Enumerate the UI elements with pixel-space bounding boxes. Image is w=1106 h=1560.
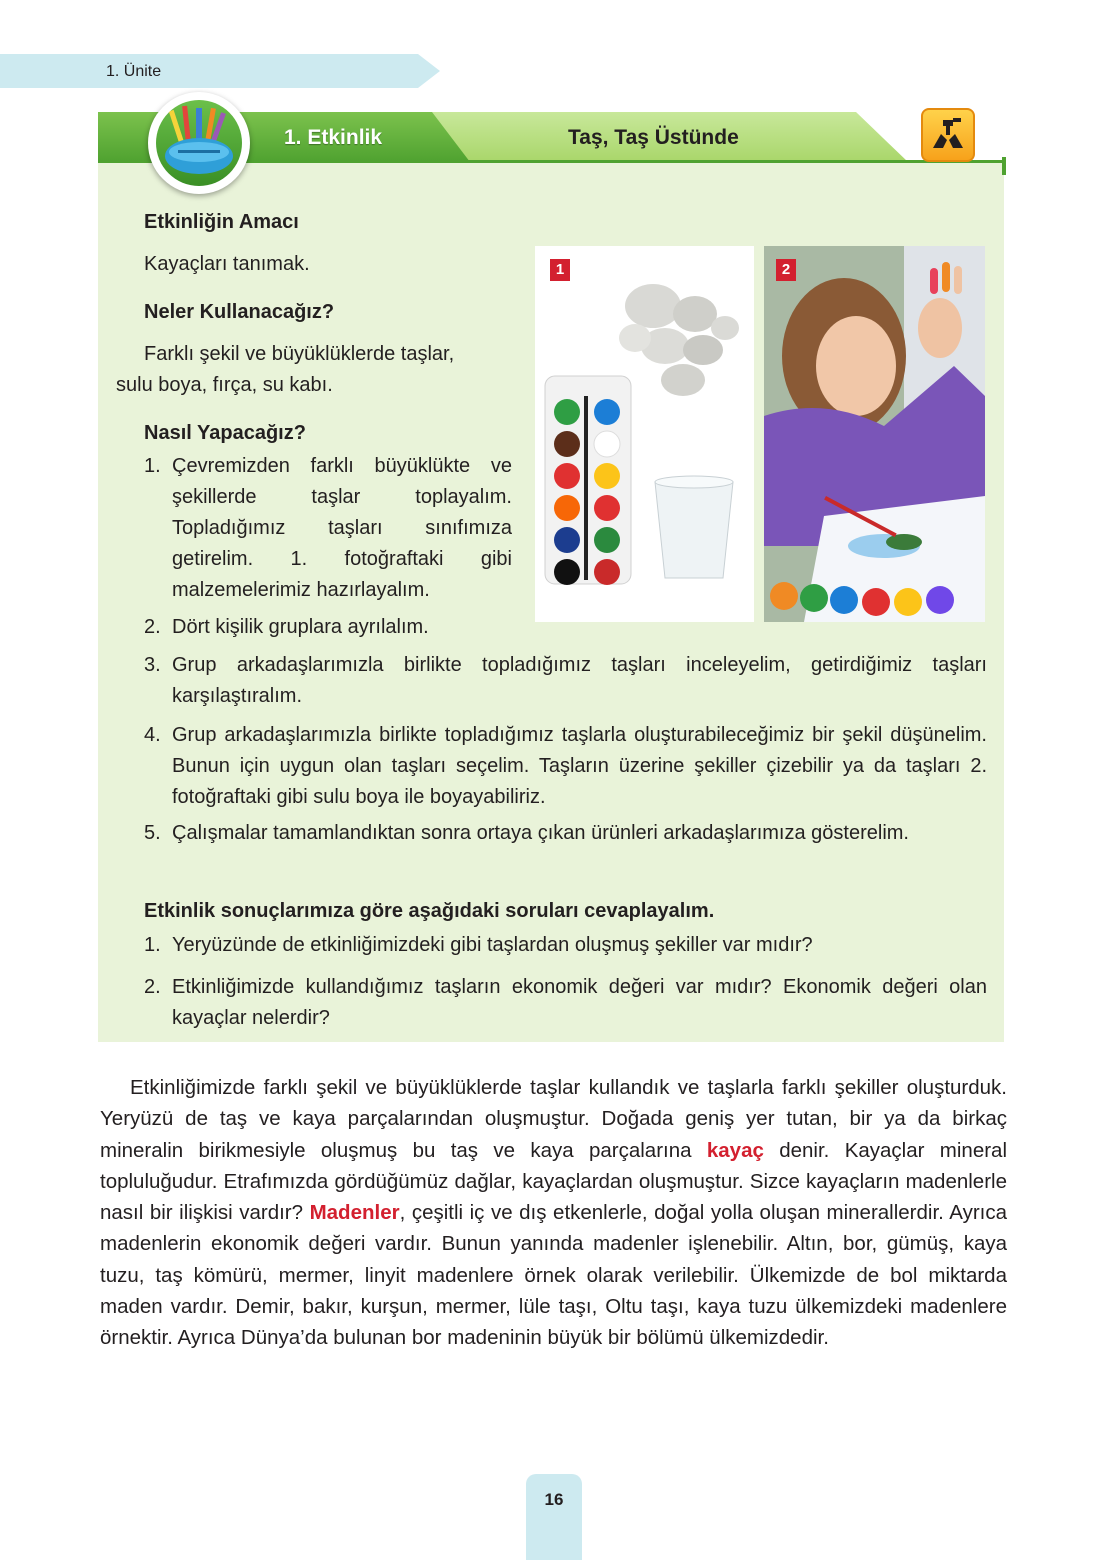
- page-number-tab: [526, 1474, 582, 1560]
- activity-label: 1. Etkinlik: [284, 126, 383, 149]
- photo-girl-painting: [764, 246, 985, 622]
- unit-label: 1. Ünite: [106, 63, 162, 80]
- step-number: 4.: [144, 724, 161, 746]
- body-text-part3: , çeşitli iç ve dış etkenlerle, doğal yolla oluşan minerallerdir. Ayrıca madenlerin ekonomik değeri vardır. Bunun yanında madenler işlenebilir. Altın, bor, gümüş, kaya tuzu, taş kömürü, mermer, linyit madenlere örnek olarak verilebilir. Ülkemizde de bol miktarda maden vardır. Demir, bakır, kurşun, mermer, lüle taşı, Oltu taşı, kaya tuzu ülkemizdeki madenlere örnektir. Ayrıca Dünya’da bulunan bor madeninin büyük bir bölümü ülkemizdedir.: [100, 1201, 1007, 1350]
- term-kayac: kayaç: [706, 1138, 764, 1162]
- purpose-text: Kayaçları tanımak.: [144, 253, 310, 275]
- list-item: [144, 930, 987, 961]
- step-text: Grup arkadaşlarımızla birlikte topladığımız taşları inceleyelim, getirdiğimiz taşları karşılaştıralım.: [172, 654, 987, 707]
- term-madenler: Madenler: [309, 1201, 400, 1225]
- step-number: 5.: [144, 822, 161, 844]
- step-number: 1.: [144, 455, 161, 477]
- photo-materials: [535, 246, 754, 622]
- photo-number-badge: 2: [776, 259, 796, 281]
- question-text: Etkinliğimizde kullandığımız taşların ekonomik değeri var mıdır? Ekonomik değeri olan kayaçlar nelerdir?: [172, 976, 987, 1029]
- list-item: [144, 612, 512, 643]
- list-item: [144, 650, 987, 712]
- activity-header-cap: [1002, 157, 1006, 175]
- list-item: [144, 972, 987, 1034]
- step-text: Çevremizden farklı büyüklükte ve şekillerde taşlar toplayalım. Topladığımız taşları sınıfımıza getirelim. 1. fotoğraftaki gibi malzemelerimiz hazırlayalım.: [172, 455, 512, 601]
- unit-ribbon: [0, 54, 440, 88]
- body-text-part2: denir. Kayaçlar mineral topluluğudur. Etrafımızda gördüğümüz dağlar, kayaçlardan oluşmuştur. Sizce kayaçların madenlerle nasıl bir ilişkisi vardır?: [100, 1138, 1007, 1225]
- step-text: Grup arkadaşlarımızla birlikte topladığımız taşlarla oluşturabileceğimiz bir şekil düşünelim. Bunun için uygun olan taşları seçelim. Taşların üzerine şekiller çizebilir ya da taşları 2. fotoğraftaki gibi sulu boya ile boyayabiliriz.: [172, 724, 987, 808]
- photo-number-badge: 1: [550, 259, 570, 281]
- materials-text-line2: sulu boya, fırça, su kabı.: [116, 374, 333, 396]
- list-item: [144, 818, 987, 849]
- purpose-heading: Etkinliğin Amacı: [144, 211, 299, 233]
- body-paragraph: [100, 1072, 1007, 1354]
- steps-heading: Nasıl Yapacağız?: [144, 422, 306, 444]
- step-number: 2.: [144, 616, 161, 638]
- body-text-part1: Etkinliğimizde farklı şekil ve büyüklüklerde taşlar kullandık ve taşlarla farklı şekiller oluşturduk. Yeryüzü de taş ve kaya parçalarından oluşmuştur. Doğada geniş yer tutan, bir ya da birkaç mineralin birikmesiyle oluşmuş bu taş ve kaya parçalarına: [100, 1076, 1007, 1162]
- hands-tools-icon: [921, 108, 975, 162]
- question-number: 1.: [144, 934, 161, 956]
- list-item: [144, 720, 987, 813]
- question-number: 2.: [144, 976, 161, 998]
- question-text: Yeryüzünde de etkinliğimizdeki gibi taşlardan oluşmuş şekiller var mıdır?: [172, 934, 813, 956]
- school-supplies-icon: [156, 100, 242, 186]
- step-text: Dört kişilik gruplara ayrılalım.: [172, 616, 429, 638]
- materials-heading: Neler Kullanacağız?: [144, 301, 335, 323]
- page-number: 16: [544, 1490, 564, 1509]
- materials-text-line1: Farklı şekil ve büyüklüklerde taşlar,: [144, 343, 455, 365]
- step-text: Çalışmalar tamamlandıktan sonra ortaya çıkan ürünleri arkadaşlarımıza gösterelim.: [172, 822, 909, 844]
- activity-title: Taş, Taş Üstünde: [568, 126, 739, 149]
- questions-heading: Etkinlik sonuçlarımıza göre aşağıdaki soruları cevaplayalım.: [144, 900, 715, 922]
- list-item: [144, 451, 512, 606]
- step-number: 3.: [144, 654, 161, 676]
